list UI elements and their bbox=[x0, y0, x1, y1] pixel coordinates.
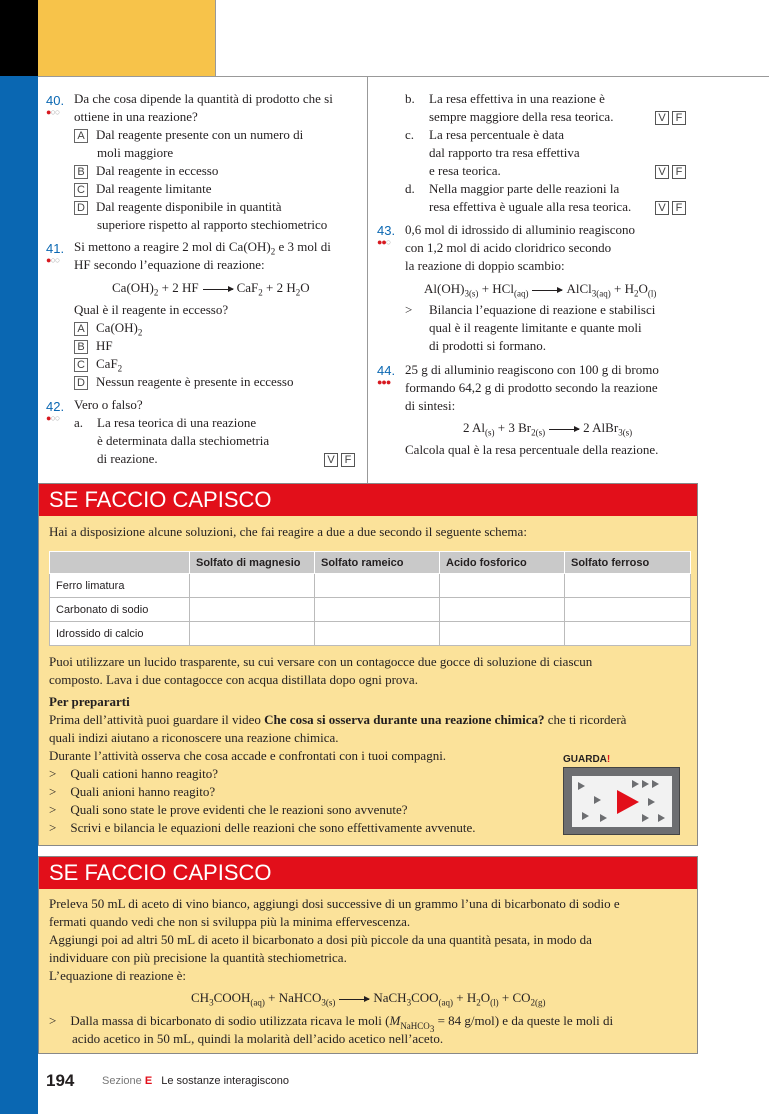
option-letter: A bbox=[74, 322, 88, 336]
box-text: Aggiungi poi ad altri 50 mL di aceto il bicarbonato a dosi più piccole da una quantità pesata, in modo da bbox=[49, 932, 592, 947]
box-text: individuare con più precisione la quantità stechiometrica. bbox=[49, 950, 347, 965]
question-stem: di sintesi: bbox=[405, 398, 456, 413]
corner-block bbox=[0, 0, 38, 76]
item-letter: c. bbox=[405, 127, 415, 142]
row-label: Idrossido di calcio bbox=[50, 622, 190, 646]
box-text: fermati quando vedi che non si sviluppa più la minima effervescenza. bbox=[49, 914, 411, 929]
page-number: 194 bbox=[46, 1071, 75, 1090]
item-text: di reazione. bbox=[97, 451, 158, 466]
table-header: Solfato rameico bbox=[315, 552, 440, 574]
video-title: Che cosa si osserva durante una reazione chimica? bbox=[264, 712, 545, 727]
question-item: > Scrivi e bilancia le equazioni delle reazioni che sono effettivamente avvenute. bbox=[49, 820, 476, 835]
option-letter: C bbox=[74, 358, 88, 372]
task-item: > Dalla massa di bicarbonato di sodio utilizzata ricava le moli ($M_{NaHCO_3} = 84$ g/mol) e da queste le moli di bbox=[49, 1013, 614, 1034]
row-label: Carbonato di sodio bbox=[50, 598, 190, 622]
item-text: La resa percentuale è data bbox=[429, 127, 564, 142]
box-title: SE FACCIO CAPISCO bbox=[39, 484, 697, 516]
chemical-equation: $Ca(OH)_2 + 2$ HF CaF$_2$ + 2 $H_2O$ bbox=[112, 280, 310, 298]
question-item: > Quali anioni hanno reagito? bbox=[49, 784, 216, 799]
row-label: Ferro limatura bbox=[50, 574, 190, 598]
option-a: A $Ca(OH)_2$ bbox=[74, 320, 142, 338]
exercise-number: 41. bbox=[46, 241, 65, 256]
box-text: Puoi utilizzare un lucido trasparente, su cui versare con un contagocce due gocce di soluzione di ciascun bbox=[49, 654, 593, 669]
item-text: resa effettiva è uguale alla resa teorica. bbox=[429, 199, 632, 214]
box-text: Durante l’attività osserva che cosa accade e confrontati con i tuoi compagni. bbox=[49, 748, 447, 763]
play-icon[interactable] bbox=[617, 790, 639, 814]
chemical-equation: 2 $Al_{(s)} + 3$ $Br_{2(s)}$ 2 AlBr$_{3(s)}$ bbox=[463, 420, 633, 438]
question-stem: HF secondo l’equazione di reazione: bbox=[74, 257, 265, 272]
difficulty-dots: ●●○ bbox=[377, 237, 391, 247]
task-bullet: > bbox=[405, 302, 413, 317]
table-row bbox=[50, 598, 691, 622]
exercise-number: 43. bbox=[377, 223, 396, 238]
option-b: B Dal reagente in eccesso bbox=[74, 163, 218, 179]
box-text: L’equazione di reazione è: bbox=[49, 968, 187, 983]
side-bar bbox=[0, 76, 38, 1114]
option-d: D Dal reagente disponibile in quantità bbox=[74, 199, 282, 215]
difficulty-dots: ●○○ bbox=[46, 107, 60, 117]
activity-box-2 bbox=[38, 856, 698, 1054]
question-stem: con 1,2 mol di acido cloridrico secondo bbox=[405, 240, 612, 255]
reaction-arrow bbox=[549, 429, 579, 430]
section-footer: Sezione E Le sostanze interagiscono bbox=[102, 1075, 290, 1087]
question-stem: 0,6 mol di idrossido di alluminio reagiscono bbox=[405, 222, 636, 237]
prep-title: Per prepararti bbox=[49, 694, 130, 709]
table-header: Solfato di magnesio bbox=[190, 552, 315, 574]
top-rule bbox=[38, 76, 769, 77]
true-false-boxes[interactable]: V F bbox=[652, 163, 686, 179]
table-row bbox=[50, 622, 691, 646]
question-stem: ottiene in una reazione? bbox=[74, 109, 198, 124]
item-text: sempre maggiore della resa teorica. bbox=[429, 109, 614, 124]
reaction-arrow bbox=[203, 289, 233, 290]
video-play-icon[interactable] bbox=[563, 767, 680, 835]
true-false-boxes[interactable]: V F bbox=[652, 109, 686, 125]
item-text: Nella maggior parte delle reazioni la bbox=[429, 181, 620, 196]
difficulty-dots: ●○○ bbox=[46, 413, 60, 423]
option-d: D Nessun reagente è presente in eccesso bbox=[74, 374, 293, 390]
task-text: Bilancia l’equazione di reazione e stabilisci bbox=[429, 302, 656, 317]
reaction-table bbox=[49, 551, 691, 646]
box-text: quali indizi aiutano a riconoscere una reazione chimica. bbox=[49, 730, 339, 745]
option-c: C CaF$_2$ bbox=[74, 356, 122, 374]
item-text: La resa teorica di una reazione bbox=[97, 415, 257, 430]
watch-label: GUARDA! bbox=[563, 754, 611, 765]
option-b: B HF bbox=[74, 338, 113, 354]
option-letter: D bbox=[74, 376, 88, 390]
difficulty-dots: ●●● bbox=[377, 377, 391, 387]
exercise-number: 44. bbox=[377, 363, 396, 378]
reaction-arrow bbox=[532, 290, 562, 291]
item-text: e resa teorica. bbox=[429, 163, 501, 178]
table-header bbox=[50, 552, 190, 574]
header-tab bbox=[38, 0, 216, 76]
box-text: composto. Lava i due contagocce con acqua distillata dopo ogni prova. bbox=[49, 672, 418, 687]
question-stem: la reazione di doppio scambio: bbox=[405, 258, 565, 273]
item-text: dal rapporto tra resa effettiva bbox=[429, 145, 580, 160]
task-item-cont: acido acetico in 50 mL, quindi la molarità dell’acido acetico nell’aceto. bbox=[72, 1031, 444, 1046]
exercise-number: 42. bbox=[46, 399, 65, 414]
question-text: Qual è il reagente in eccesso? bbox=[74, 302, 229, 317]
question-text: Calcola qual è la resa percentuale della reazione. bbox=[405, 442, 659, 457]
box-title: SE FACCIO CAPISCO bbox=[39, 857, 697, 889]
option-letter: A bbox=[74, 129, 88, 143]
difficulty-dots: ●○○ bbox=[46, 255, 60, 265]
true-false-boxes[interactable]: V F bbox=[321, 451, 355, 467]
question-stem: formando 64,2 g di prodotto secondo la reazione bbox=[405, 380, 658, 395]
question-stem: 25 g di alluminio reagiscono con 100 g di bromo bbox=[405, 362, 659, 377]
option-a-cont: moli maggiore bbox=[97, 145, 174, 160]
item-text: è determinata dalla stechiometria bbox=[97, 433, 270, 448]
question-stem: Si mettono a reagire 2 mol di $Ca(OH)_2$ e 3 mol di bbox=[74, 239, 331, 257]
option-letter: B bbox=[74, 340, 88, 354]
box-text: Prima dell’attività puoi guardare il video Che cosa si osserva durante una reazione chimica? che ti ricorderà bbox=[49, 712, 627, 727]
video-screen bbox=[572, 776, 672, 827]
item-letter: a. bbox=[74, 415, 84, 430]
question-stem: Da che cosa dipende la quantità di prodotto che si bbox=[74, 91, 333, 106]
task-text: qual è il reagente limitante e quante moli bbox=[429, 320, 642, 335]
true-false-boxes[interactable]: V F bbox=[652, 199, 686, 215]
chemical-equation: $Al(OH)_{3(s)} + HCl_{(aq)}$ AlCl$_{3(aq)}$ + $H_2O_{(l)}$ bbox=[424, 281, 657, 299]
task-text: di prodotti si formano. bbox=[429, 338, 546, 353]
column-divider bbox=[367, 76, 368, 483]
question-stem: Vero o falso? bbox=[74, 397, 143, 412]
table-header: Acido fosforico bbox=[440, 552, 565, 574]
option-letter: D bbox=[74, 201, 88, 215]
option-d-cont: superiore rispetto al rapporto stechiometrico bbox=[97, 217, 328, 232]
table-header: Solfato ferroso bbox=[565, 552, 691, 574]
option-letter: B bbox=[74, 165, 88, 179]
item-text: La resa effettiva in una reazione è bbox=[429, 91, 605, 106]
option-a: A Dal reagente presente con un numero di bbox=[74, 127, 303, 143]
question-item: > Quali cationi hanno reagito? bbox=[49, 766, 218, 781]
box-intro: Hai a disposizione alcune soluzioni, che fai reagire a due a due secondo il seguente schema: bbox=[49, 524, 527, 539]
box-text: Preleva 50 mL di aceto di vino bianco, aggiungi dosi successive di un grammo l’una di bicarbonato di sodio e bbox=[49, 896, 620, 911]
exercise-number: 40. bbox=[46, 93, 65, 108]
reaction-arrow bbox=[339, 999, 369, 1000]
item-letter: d. bbox=[405, 181, 415, 196]
option-letter: C bbox=[74, 183, 88, 197]
table-row bbox=[50, 574, 691, 598]
item-letter: b. bbox=[405, 91, 415, 106]
option-c: C Dal reagente limitante bbox=[74, 181, 212, 197]
chemical-equation: $CH_3COOH_{(aq)}$ + NaHCO$_{3(s)}$ $NaCH_3COO_{(aq)} + H_2O_{(l)} + CO_{2(g)}$ bbox=[191, 990, 546, 1008]
question-item: > Quali sono state le prove evidenti che le reazioni sono avvenute? bbox=[49, 802, 408, 817]
